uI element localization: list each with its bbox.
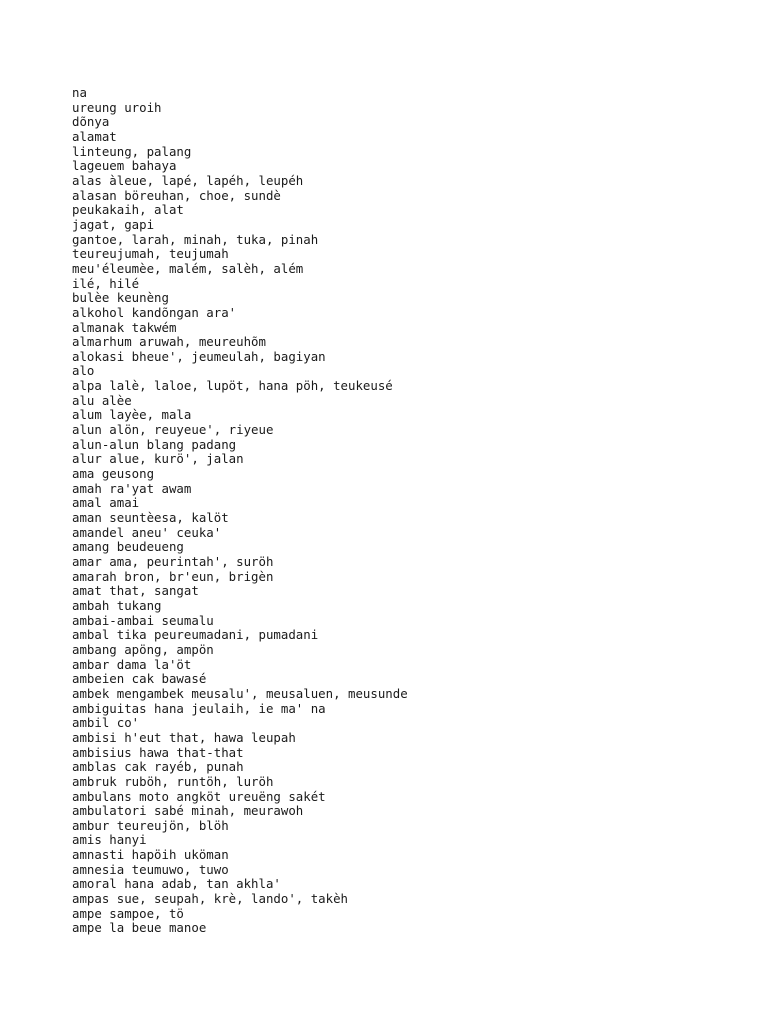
text-line: amnasti hapöih uköman <box>72 847 229 863</box>
text-line: alu alèe <box>72 392 132 408</box>
text-line: ambar dama la'öt <box>72 656 192 672</box>
text-line: alur alue, kurö', jalan <box>72 451 244 467</box>
text-line: alokasi bheue', jeumeulah, bagiyan <box>72 348 326 364</box>
text-line: alo <box>72 363 95 379</box>
text-line: amar ama, peurintah', suröh <box>72 554 274 569</box>
text-line: ambang apöng, ampön <box>72 641 214 657</box>
text-line: jagat, gapi <box>72 216 155 232</box>
text-line: alum layèe, mala <box>72 407 192 423</box>
text-line: ambruk ruböh, runtöh, luröh <box>72 773 274 789</box>
text-line: alasan böreuhan, choe, sundè <box>72 187 281 203</box>
text-line: ampe sampoe, tö <box>72 905 184 921</box>
text-line: ampe la beue manoe <box>72 920 207 936</box>
text-line: aman seuntèesa, kalöt <box>72 510 229 526</box>
text-line: ambal tika peureumadani, pumadani <box>72 627 319 643</box>
text-line: almarhum aruwah, meureuhõm <box>72 334 266 350</box>
text-line: dõnya <box>72 114 110 130</box>
text-line: meu'éleumèe, malém, salèh, além <box>72 260 304 276</box>
text-line: alun alön, reuyeue', riyeue <box>72 422 274 438</box>
text-line: amal amai <box>72 495 140 511</box>
text-line: ampas sue, seupah, krè, lando', takèh <box>72 891 349 907</box>
text-line: lageuem bahaya <box>72 158 177 174</box>
text-line: alkohol kandõngan ara' <box>72 304 237 320</box>
text-line: amarah bron, br'eun, brigèn <box>72 568 274 584</box>
text-line: bulèe keunèng <box>72 290 169 306</box>
text-line: na <box>72 85 87 100</box>
document-page <box>72 86 732 936</box>
text-line: linteung, palang <box>72 143 192 159</box>
text-line: amblas cak rayéb, punah <box>72 759 244 775</box>
word-list <box>72 86 732 936</box>
text-line: amang beudeueng <box>72 539 184 555</box>
text-line: amah ra'yat awam <box>72 480 192 496</box>
text-line: peukakaih, alat <box>72 202 184 218</box>
text-line: ambeien cak bawasé <box>72 671 207 687</box>
text-line: alas àleue, lapé, lapéh, leupéh <box>72 172 304 188</box>
text-line: gantoe, larah, minah, tuka, pinah <box>72 231 319 247</box>
text-line: ambisius hawa that-that <box>72 744 244 760</box>
text-line: teureujumah, teujumah <box>72 246 229 262</box>
text-line: alpa lalè, laloe, lupöt, hana pöh, teukeusé <box>72 378 393 394</box>
text-line: ambai-ambai seumalu <box>72 612 214 628</box>
text-line: amat that, sangat <box>72 583 199 599</box>
text-line: alamat <box>72 128 117 144</box>
text-line: ambisi h'eut that, hawa leupah <box>72 729 296 745</box>
text-line: ambur teureujön, blöh <box>72 817 229 833</box>
text-line: ambulatori sabé minah, meurawoh <box>72 803 304 819</box>
text-line: ambah tukang <box>72 597 162 613</box>
text-line: ama geusong <box>72 466 155 482</box>
text-line: ureung uroih <box>72 99 162 115</box>
text-line: amandel aneu' ceuka' <box>72 524 222 540</box>
text-line: amis hanyi <box>72 832 147 848</box>
text-line: ilé, hilé <box>72 275 140 291</box>
text-line: almanak takwém <box>72 319 177 335</box>
text-line: amnesia teumuwo, tuwo <box>72 861 229 877</box>
text-line: amoral hana adab, tan akhla' <box>72 876 281 892</box>
text-line: ambiguitas hana jeulaih, ie ma' na <box>72 700 326 716</box>
text-line: ambek mengambek meusalu', meusaluen, meusunde <box>72 685 408 701</box>
text-line: ambil co' <box>72 715 140 731</box>
text-line: alun-alun blang padang <box>72 436 237 452</box>
text-line: ambulans moto angköt ureuëng sakét <box>72 788 326 804</box>
